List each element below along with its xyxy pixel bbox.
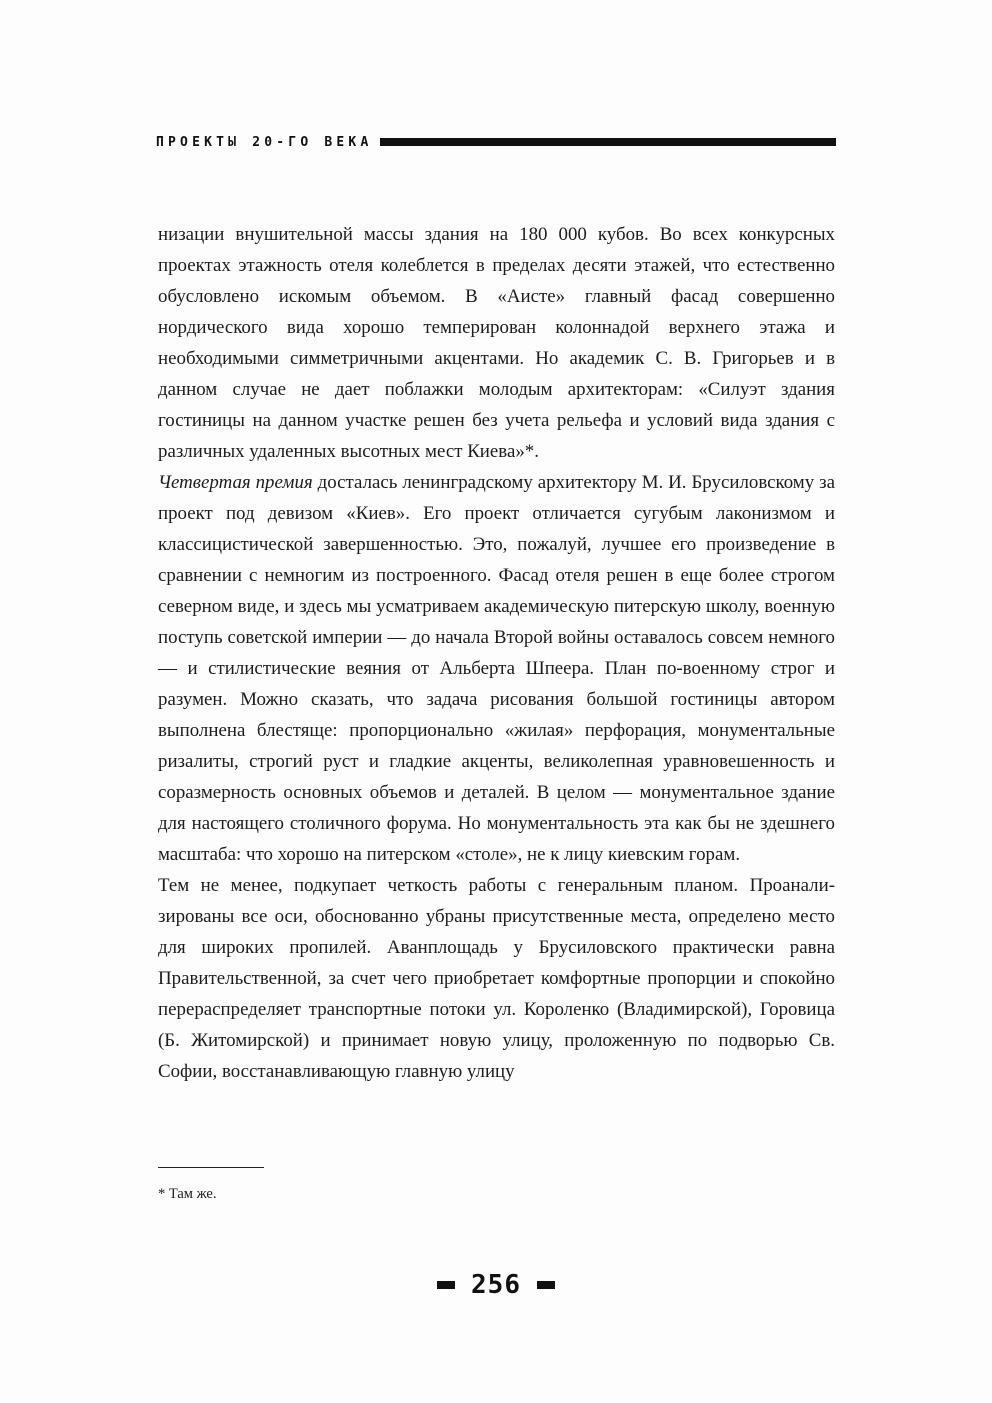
paragraph-2-lead: Четвертая премия	[158, 472, 313, 493]
header-rule	[380, 138, 836, 146]
page-number: 256	[471, 1270, 521, 1300]
page-footer	[0, 1268, 992, 1302]
page-mark-left	[437, 1281, 455, 1289]
body-text	[158, 219, 835, 1087]
paragraph-3: Тем не менее, подкупает четкость работы с генеральным планом. Проанализированы все оси, обоснованно убраны присутственные места, определено место для широких пропилей. Аванплощадь у Брусиловского практически равна Правительственной, за счет чего приобретает комфортные пропорции и спокойно перераспределяет транспортные потоки ул. Короленко (Владимирской), Горовица (Б. Житомирской) и принимает новую улицу, проложенную по подворью Св. Софии, восстанавливающую главную улицу	[158, 875, 835, 1082]
paragraph-2	[158, 467, 835, 870]
paragraph-2-text: досталась ленинградскому архитектору М. И. Брусиловскому за проект под девизом «Киев». Его проект отличается сугубым лаконизмом и классицистической завершенностью. Это, пожалуй, лучшее его произведение в сравнении с немногим из построенного. Фасад отеля решен в еще более строгом северном виде, и здесь мы усматриваем академическую питерскую школу, военную поступь советской империи — до начала Второй войны оставалось совсем немного — и стилистические веяния от Альберта Шпеера. План по-военному строг и разумен. Можно сказать, что задача рисования большой гостиницы автором выполнена блестяще: пропорционально «жилая» перфорация, монументальные ризалиты, строгий руст и гладкие акценты, великолепная уравновешенность и соразмерность основных объемов и деталей. В целом — монументальное здание для настоящего столичного форума. Но монументальность эта как бы не здешнего масштаба: что хорошо на питерском «столе», не к лицу киевским горам.	[158, 472, 835, 865]
paragraph-1: низации внушительной массы здания на 180 000 кубов. Во всех конкурсных проектах этажность отеля колеблется в пределах десяти этажей, что естественно обусловлено искомым объемом. В «Аисте» главный фасад совершенно нордического вида хорошо темперирован колоннадой верхнего этажа и необходимыми симметричными акцентами. Но академик С. В. Григорьев и в данном случае не дает поблажки молодым архитекторам: «Силуэт здания гостиницы на данном участке решен без учета рельефа и условий вида здания с различных удаленных высотных мест Киева»*.	[158, 224, 835, 462]
running-header-title: ПРОЕКТЫ 20-ГО ВЕКА	[156, 134, 373, 150]
page-mark-right	[537, 1281, 555, 1289]
footnote: * Там же.	[158, 1186, 217, 1202]
running-header	[156, 131, 836, 153]
footnote-rule	[158, 1167, 264, 1168]
